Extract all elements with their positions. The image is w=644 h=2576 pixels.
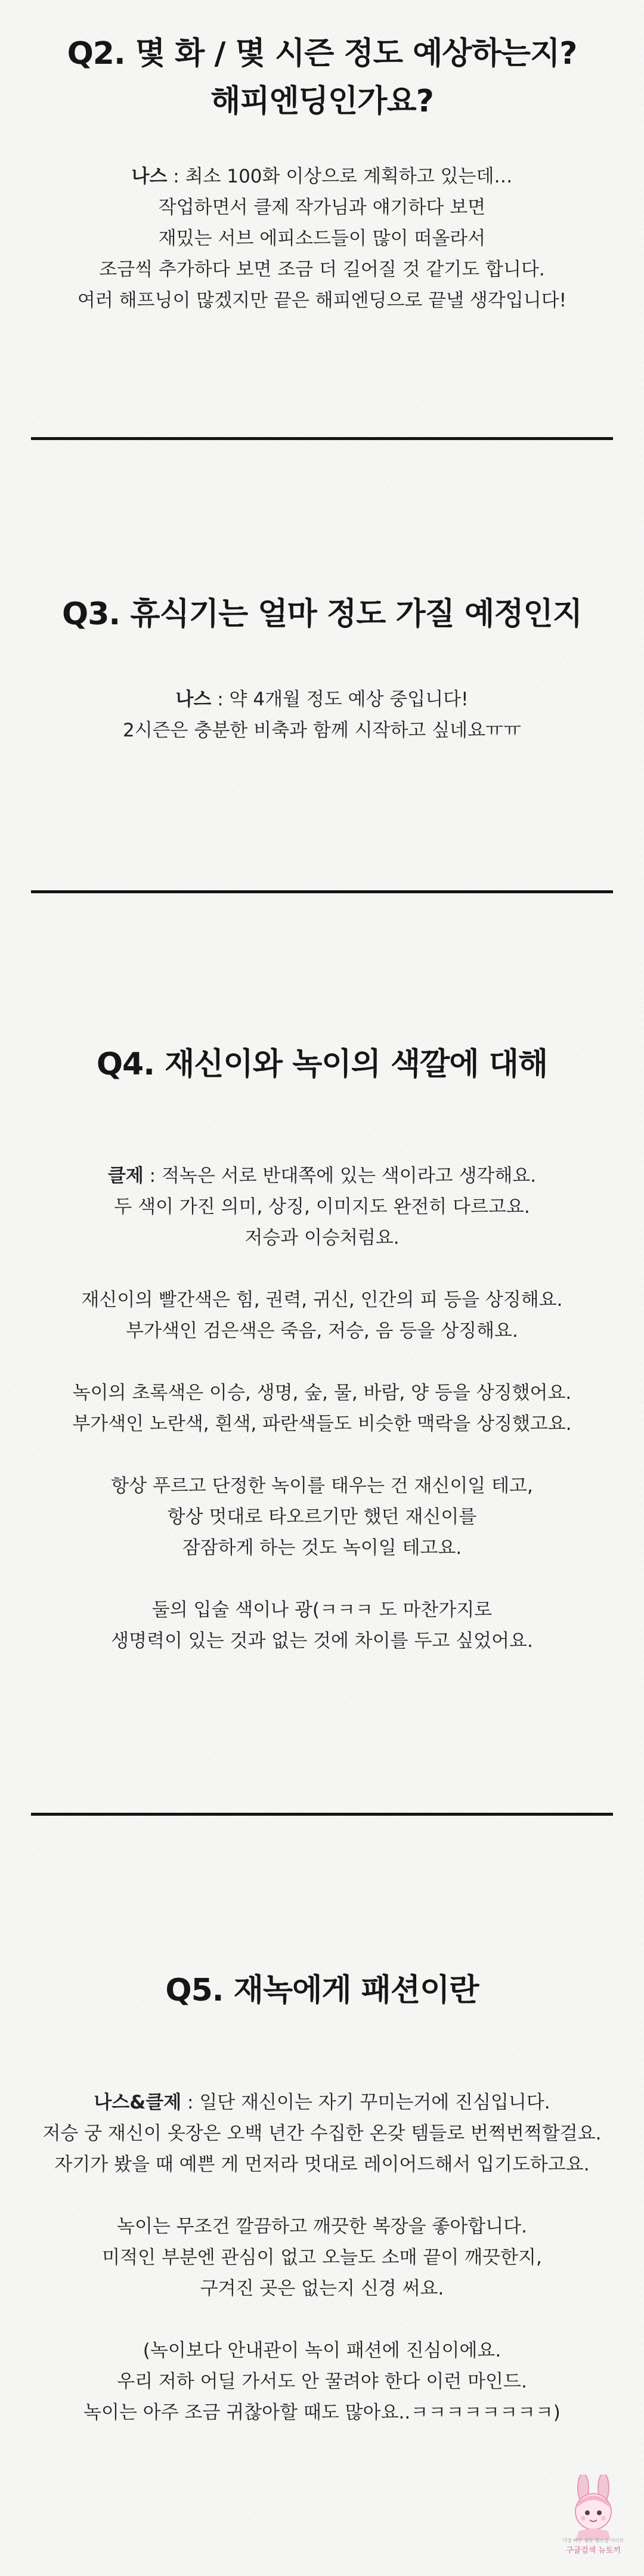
q4-answer-line: 두 색이 가진 의미, 상징, 이미지도 완전히 다르고요. <box>114 1196 530 1218</box>
q4-answer-line: 재신이의 빨간색은 힘, 권력, 귀신, 인간의 피 등을 상징해요. <box>81 1289 563 1311</box>
q4-answer-line: 생명력이 있는 것과 없는 것에 차이를 두고 싶었어요. <box>111 1630 533 1652</box>
q4-title: Q4. 재신이와 녹이의 색깔에 대해 <box>96 1046 548 1082</box>
q2-answer-line: 재밌는 서브 에피소드들이 많이 떠올라서 <box>158 228 486 249</box>
q3-title: Q3. 휴식기는 얼마 정도 가질 예정인지 <box>62 596 582 632</box>
q3-speaker: 나스 <box>175 689 212 710</box>
q3-answer-line: 2시즌은 충분한 비축과 함께 시작하고 싶네요ㅠㅠ <box>123 720 521 741</box>
q5-answer-line <box>0 2087 644 2118</box>
q3-first-line: : 약 4개월 정도 예상 중입니다! <box>211 689 469 710</box>
q5-answer-line: 구겨진 곳은 없는지 신경 써요. <box>200 2278 444 2299</box>
q4-answer-line: 항상 푸르고 단정한 녹이를 태우는 건 재신이일 테고, <box>111 1475 533 1497</box>
q5-first-line: : 일단 재신이는 자기 꾸미는거에 진심입니다. <box>181 2092 550 2113</box>
q5-answer-line: 저승 궁 재신이 옷장은 오백 년간 수집한 온갖 템들로 번쩍번쩍할걸요. <box>42 2123 602 2144</box>
q2-answer-line: 여러 해프닝이 많겠지만 끝은 해피엔딩으로 끝낼 생각입니다! <box>77 290 567 311</box>
q2-title-line-2: 해피엔딩인가요? <box>210 83 434 119</box>
q3-answer-line <box>0 684 644 715</box>
q5-answer-line: 우리 저하 어딜 가서도 안 꿀려야 한다 이런 마인드. <box>117 2371 527 2392</box>
q2-first-line: : 최소 100화 이상으로 계획하고 있는데… <box>167 166 513 187</box>
q4-answer-line: 잠잠하게 하는 것도 녹이일 테고요. <box>182 1537 462 1559</box>
section-divider <box>31 1813 613 1816</box>
q2-answer-line <box>0 161 644 192</box>
q3-answer <box>0 684 644 746</box>
q5-answer-line: 녹이는 무조건 깔끔하고 깨끗한 복장을 좋아합니다. <box>117 2216 527 2237</box>
q5-title: Q5. 재녹에게 패션이란 <box>165 1973 479 2008</box>
q4-speaker: 클제 <box>107 1165 144 1187</box>
q5-answer-line: (녹이보다 안내관이 녹이 패션에 진심이에요. <box>143 2340 501 2361</box>
q5-answer-line: 미적인 부분엔 관심이 없고 오늘도 소매 끝이 깨끗한지, <box>102 2247 542 2268</box>
q5-answer-line: 자기가 봤을 때 예쁜 게 먼저라 멋대로 레이어드해서 입기도하고요. <box>54 2154 590 2175</box>
watermark-name: 구글검색 뉴토끼 <box>565 2546 621 2555</box>
bunny-mascot-icon <box>555 2475 632 2540</box>
q2-speaker: 나스 <box>131 166 168 187</box>
q4-answer-line: 저승과 이승처럼요. <box>244 1227 400 1249</box>
q2-answer-line: 조금씩 추가하다 보면 조금 더 길어질 것 같기도 합니다. <box>99 259 545 280</box>
q2-answer <box>0 161 644 316</box>
section-divider <box>31 890 613 893</box>
q4-answer-line: 부가색인 검은색은 죽음, 저승, 음 등을 상징해요. <box>126 1320 518 1342</box>
q2-title <box>0 30 644 125</box>
q4-answer-line: 항상 멋대로 타오르기만 했던 재신이를 <box>167 1506 477 1528</box>
q5-answer <box>0 2087 644 2428</box>
q4-answer-line: 부가색인 노란색, 흰색, 파란색들도 비슷한 맥락을 상징했고요. <box>72 1413 572 1435</box>
watermark-tagline: 가장 빠른 웹툰 웹소설 사이트 <box>562 2538 624 2543</box>
q2-title-line-1: Q2. 몇 화 / 몇 시즌 정도 예상하는지? <box>67 36 577 72</box>
q2-answer-line: 작업하면서 클제 작가님과 얘기하다 보면 <box>158 197 486 218</box>
watermark-logo <box>555 2475 632 2570</box>
q4-first-line: : 적녹은 서로 반대쪽에 있는 색이라고 생각해요. <box>143 1165 537 1187</box>
q4-answer-line: 녹이의 초록색은 이승, 생명, 숲, 물, 바람, 양 등을 상징했어요. <box>72 1382 572 1404</box>
q5-answer-line: 녹이는 아주 조금 귀찮아할 때도 많아요..ㅋㅋㅋㅋㅋㅋㅋㅋ) <box>83 2402 561 2423</box>
section-divider <box>31 437 613 440</box>
q4-answer-line: 둘의 입술 색이나 광(ㅋㅋㅋ 도 마찬가지로 <box>151 1599 493 1621</box>
q5-speaker: 나스&클제 <box>94 2092 182 2113</box>
q4-answer-line <box>0 1160 644 1191</box>
q4-answer <box>0 1160 644 1657</box>
